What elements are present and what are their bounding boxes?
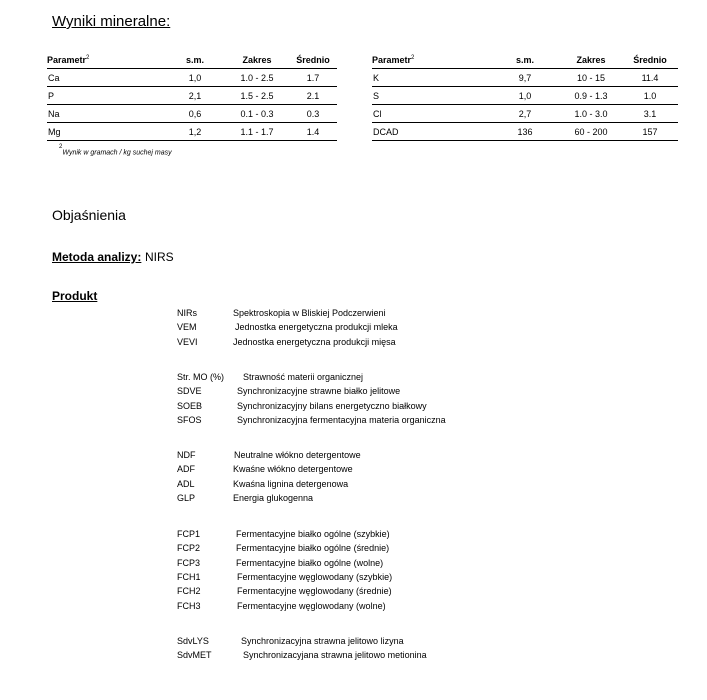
- glossary-abbr: SOEB: [177, 400, 203, 411]
- cell-parametr: Ca: [47, 69, 165, 87]
- glossary-item: [177, 370, 497, 384]
- glossary-item: [177, 399, 497, 413]
- table-row: [372, 105, 678, 123]
- glossary-item: [177, 648, 497, 662]
- cell-srednio: 1.0: [622, 87, 678, 105]
- header-zakres: Zakres: [225, 47, 289, 69]
- glossary-desc: Synchronizacyjna strawna jelitowo lizyna: [241, 636, 404, 646]
- glossary-item: [177, 320, 497, 334]
- cell-srednio: 3.1: [622, 105, 678, 123]
- glossary-abbr: SdvMET: [177, 650, 212, 661]
- glossary-item: [177, 413, 497, 427]
- glossary-item: [177, 306, 497, 320]
- glossary-abbr: VEM: [177, 322, 197, 333]
- glossary-desc: Spektroskopia w Bliskiej Podczerwieni: [233, 308, 386, 318]
- cell-zakres: 1.5 - 2.5: [225, 87, 289, 105]
- header-srednio: Średnio: [289, 47, 337, 69]
- table-row: [372, 69, 678, 87]
- minerals-footnote: $^2$Wynik w gramach / kg suchej masy: [59, 144, 172, 157]
- cell-parametr: Mg: [47, 123, 165, 141]
- glossary-abbr: SdvLYS: [177, 636, 209, 646]
- cell-srednio: 0.3: [289, 105, 337, 123]
- glossary-item: [177, 570, 497, 584]
- glossary-desc: Synchronizacyjna fermentacyjna materia organiczna: [237, 414, 446, 425]
- header-parametr: Parametr$^2$: [47, 47, 165, 69]
- table-row: [47, 87, 337, 105]
- header-sm: s.m.: [490, 47, 560, 69]
- minerals-title: Wyniki mineralne:: [52, 13, 171, 30]
- cell-zakres: 0.9 - 1.3: [560, 87, 622, 105]
- glossary-desc: Jednostka energetyczna produkcji mięsa: [233, 336, 396, 347]
- glossary-abbr: ADL: [177, 478, 195, 489]
- table-header-row: [47, 47, 337, 69]
- glossary-desc: Jednostka energetyczna produkcji mleka: [235, 322, 398, 333]
- cell-sm: 2,1: [165, 87, 225, 105]
- glossary-abbr: FCH1: [177, 571, 201, 582]
- glossary-item: [177, 541, 497, 555]
- cell-zakres: 10 - 15: [560, 69, 622, 87]
- glossary-desc: Kwaśna lignina detergenowa: [233, 478, 349, 489]
- glossary-item: [177, 634, 497, 648]
- metoda-label: Metoda analizy:: [52, 250, 142, 264]
- cell-zakres: 1.0 - 2.5: [225, 69, 289, 87]
- glossary-desc: Synchronizacyjana strawna jelitowo metionina: [243, 650, 427, 661]
- table-row: [47, 105, 337, 123]
- minerals-table-right: [372, 47, 678, 141]
- glossary-abbr: Str. MO (%): [177, 372, 224, 382]
- glossary-desc: Fermentacyjne białko ogólne (szybkie): [236, 529, 390, 539]
- metoda-value: NIRS: [145, 250, 174, 264]
- glossary-item: [177, 384, 497, 398]
- glossary-item: [177, 335, 497, 349]
- glossary-abbr: NIRs: [177, 308, 197, 318]
- glossary-abbr: VEVI: [177, 336, 198, 347]
- table-row: [372, 87, 678, 105]
- glossary-abbr: FCP3: [177, 557, 201, 568]
- header-parametr: Parametr$^2$: [372, 47, 490, 69]
- glossary-abbr: SFOS: [177, 414, 202, 425]
- glossary-item: [177, 477, 497, 491]
- cell-sm: 1,0: [165, 69, 225, 87]
- glossary-desc: Synchronizacyjny bilans energetyczno białkowy: [237, 400, 427, 411]
- cell-parametr: Na: [47, 105, 165, 123]
- glossary-item: [177, 491, 497, 505]
- glossary-desc: Synchronizacyjne strawne białko jelitowe: [237, 386, 401, 397]
- glossary-desc: Kwaśne włókno detergentowe: [233, 464, 353, 475]
- cell-srednio: 157: [622, 123, 678, 141]
- table-header-row: [372, 47, 678, 69]
- glossary-item: [177, 556, 497, 570]
- glossary-desc: Strawność materii organicznej: [243, 372, 364, 382]
- glossary-item: [177, 448, 497, 462]
- cell-sm: 136: [490, 123, 560, 141]
- header-srednio: Średnio: [622, 47, 678, 69]
- glossary-abbr: NDF: [177, 450, 196, 460]
- glossary-abbr: FCH2: [177, 586, 201, 597]
- glossary-desc: Fermentacyjne białko ogólne (wolne): [236, 557, 384, 568]
- header-zakres: Zakres: [560, 47, 622, 69]
- cell-parametr: K: [372, 69, 490, 87]
- cell-parametr: S: [372, 87, 490, 105]
- cell-sm: 1,0: [490, 87, 560, 105]
- cell-zakres: 1.0 - 3.0: [560, 105, 622, 123]
- cell-srednio: 1.4: [289, 123, 337, 141]
- cell-zakres: 60 - 200: [560, 123, 622, 141]
- cell-parametr: Cl: [372, 105, 490, 123]
- glossary-abbr: FCP2: [177, 543, 201, 554]
- minerals-table-left: [47, 47, 337, 141]
- glossary-desc: Neutralne włókno detergentowe: [234, 450, 361, 460]
- cell-sm: 2,7: [490, 105, 560, 123]
- glossary-item: [177, 462, 497, 476]
- produkt-label: Produkt: [52, 289, 98, 303]
- cell-zakres: 1.1 - 1.7: [225, 123, 289, 141]
- cell-parametr: P: [47, 87, 165, 105]
- glossary-item: [177, 584, 497, 598]
- table-row: [47, 123, 337, 141]
- cell-srednio: 2.1: [289, 87, 337, 105]
- glossary-desc: Energia glukogenna: [233, 492, 314, 503]
- cell-srednio: 1.7: [289, 69, 337, 87]
- cell-sm: 1,2: [165, 123, 225, 141]
- cell-zakres: 0.1 - 0.3: [225, 105, 289, 123]
- explanations-title: Objaśnienia: [52, 207, 126, 223]
- glossary-desc: Fermentacyjne węglowodany (średnie): [237, 586, 392, 597]
- glossary-abbr: FCH3: [177, 600, 201, 611]
- glossary-abbr: ADF: [177, 464, 195, 475]
- table-row: [372, 123, 678, 141]
- glossary-abbr: FCP1: [177, 529, 201, 539]
- glossary-item: [177, 599, 497, 613]
- cell-sm: 0,6: [165, 105, 225, 123]
- glossary-desc: Fermentacyjne węglowodany (wolne): [237, 600, 386, 611]
- glossary-abbr: GLP: [177, 492, 196, 503]
- header-sm: s.m.: [165, 47, 225, 69]
- cell-sm: 9,7: [490, 69, 560, 87]
- glossary-abbr: SDVE: [177, 386, 202, 397]
- cell-srednio: 11.4: [622, 69, 678, 87]
- cell-parametr: DCAD: [372, 123, 490, 141]
- glossary-desc: Fermentacyjne węglowodany (szybkie): [237, 571, 393, 582]
- glossary-item: [177, 527, 497, 541]
- table-row: [47, 69, 337, 87]
- glossary-desc: Fermentacyjne białko ogólne (średnie): [236, 543, 390, 554]
